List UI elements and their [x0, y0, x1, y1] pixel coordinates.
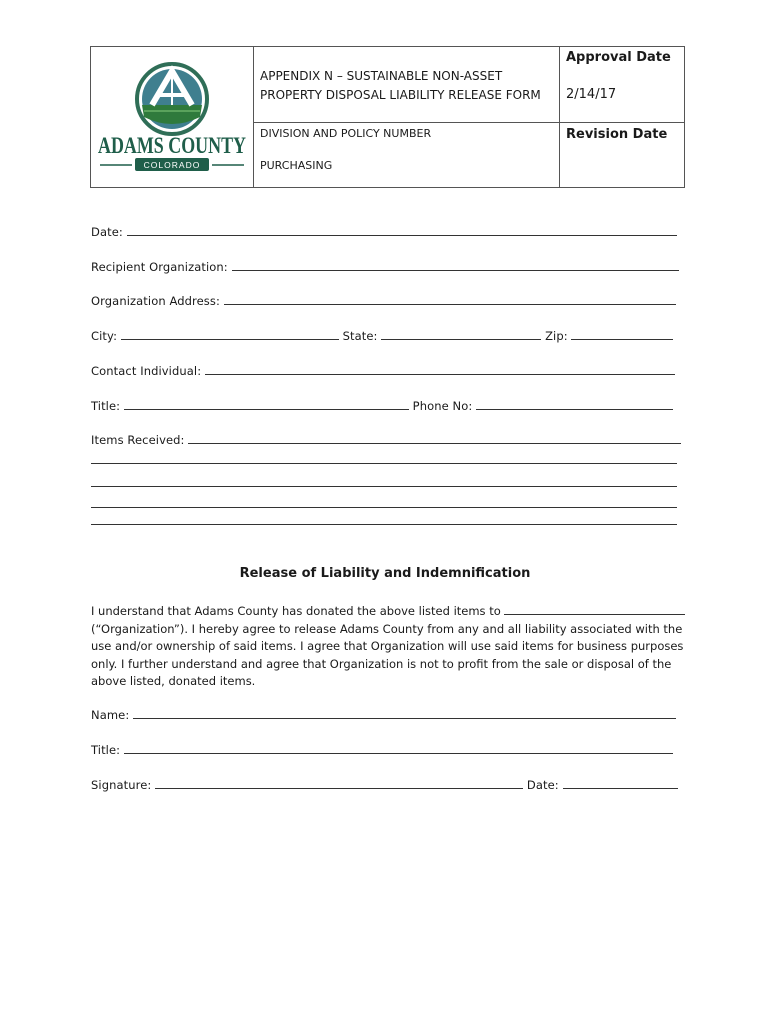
release-line-5: above listed, donated items. — [91, 674, 256, 688]
revision-date-label: Revision Date — [566, 127, 668, 142]
release-line-2: (“Organization”). I hereby agree to release Adams County from any and all liability associated with the — [91, 621, 683, 636]
items-line-2[interactable] — [91, 463, 677, 464]
signature-label: Signature: — [91, 778, 152, 792]
sig-title-row — [91, 742, 673, 757]
adams-county-logo — [96, 61, 248, 173]
approval-date-value: 2/14/17 — [566, 87, 617, 102]
zip-label: Zip: — [545, 329, 568, 343]
city-row — [91, 328, 673, 343]
release-line-1: I understand that Adams County has donated the above listed items to — [91, 604, 501, 618]
city-label: City: — [91, 329, 118, 343]
date-field-row — [91, 224, 677, 239]
date-field[interactable] — [127, 224, 677, 236]
state-label: State: — [342, 329, 378, 343]
revision-cell — [560, 123, 684, 187]
form-title-line2: PROPERTY DISPOSAL LIABILITY RELEASE FORM — [260, 88, 541, 102]
address-label: Organization Address: — [91, 294, 220, 308]
logo-name: ADAMS COUNTY — [98, 133, 247, 158]
items-line-5[interactable] — [91, 524, 677, 525]
contact-label: Contact Individual: — [91, 364, 202, 378]
items-row — [91, 432, 681, 447]
division-label: DIVISION AND POLICY NUMBER — [260, 127, 432, 140]
items-field[interactable] — [188, 432, 681, 444]
division-value: PURCHASING — [260, 159, 333, 172]
release-paragraph — [91, 603, 684, 691]
release-line-4: only. I further understand and agree that Organization is not to profit from the sale or disposal of the — [91, 656, 672, 671]
recipient-field[interactable] — [232, 259, 679, 271]
recipient-label: Recipient Organization: — [91, 260, 228, 274]
organization-name-field[interactable] — [504, 603, 685, 615]
address-row — [91, 293, 676, 308]
recipient-row — [91, 259, 679, 274]
sig-title-label: Title: — [91, 743, 121, 757]
contact-field[interactable] — [205, 363, 675, 375]
title-phone-row — [91, 398, 673, 413]
division-cell — [254, 123, 560, 187]
approval-cell — [560, 47, 684, 123]
sig-title-field[interactable] — [124, 742, 673, 754]
name-label: Name: — [91, 708, 130, 722]
phone-field[interactable] — [476, 398, 673, 410]
name-field[interactable] — [133, 707, 676, 719]
header-table — [90, 46, 685, 188]
approval-date-label: Approval Date — [566, 50, 671, 65]
items-line-3[interactable] — [91, 486, 677, 487]
title-label: Title: — [91, 399, 121, 413]
name-row — [91, 707, 676, 722]
logo-sub: COLORADO — [143, 160, 201, 170]
title-field[interactable] — [124, 398, 409, 410]
address-field[interactable] — [224, 293, 676, 305]
sig-date-label: Date: — [526, 778, 559, 792]
signature-field[interactable] — [155, 777, 523, 789]
items-line-4[interactable] — [91, 507, 677, 508]
zip-field[interactable] — [571, 328, 673, 340]
logo-cell — [91, 47, 254, 187]
release-line-3: use and/or ownership of said items. I agree that Organization will use said items for business purposes — [91, 639, 684, 653]
city-field[interactable] — [121, 328, 339, 340]
form-title-line1: APPENDIX N – SUSTAINABLE NON-ASSET — [260, 69, 503, 83]
items-label: Items Received: — [91, 433, 185, 447]
state-field[interactable] — [381, 328, 541, 340]
date-label: Date: — [91, 225, 123, 239]
signature-row — [91, 777, 678, 792]
phone-label: Phone No: — [412, 399, 473, 413]
release-heading: Release of Liability and Indemnification — [239, 566, 531, 581]
form-title-cell — [254, 47, 560, 123]
contact-row — [91, 363, 675, 378]
sig-date-field[interactable] — [563, 777, 678, 789]
